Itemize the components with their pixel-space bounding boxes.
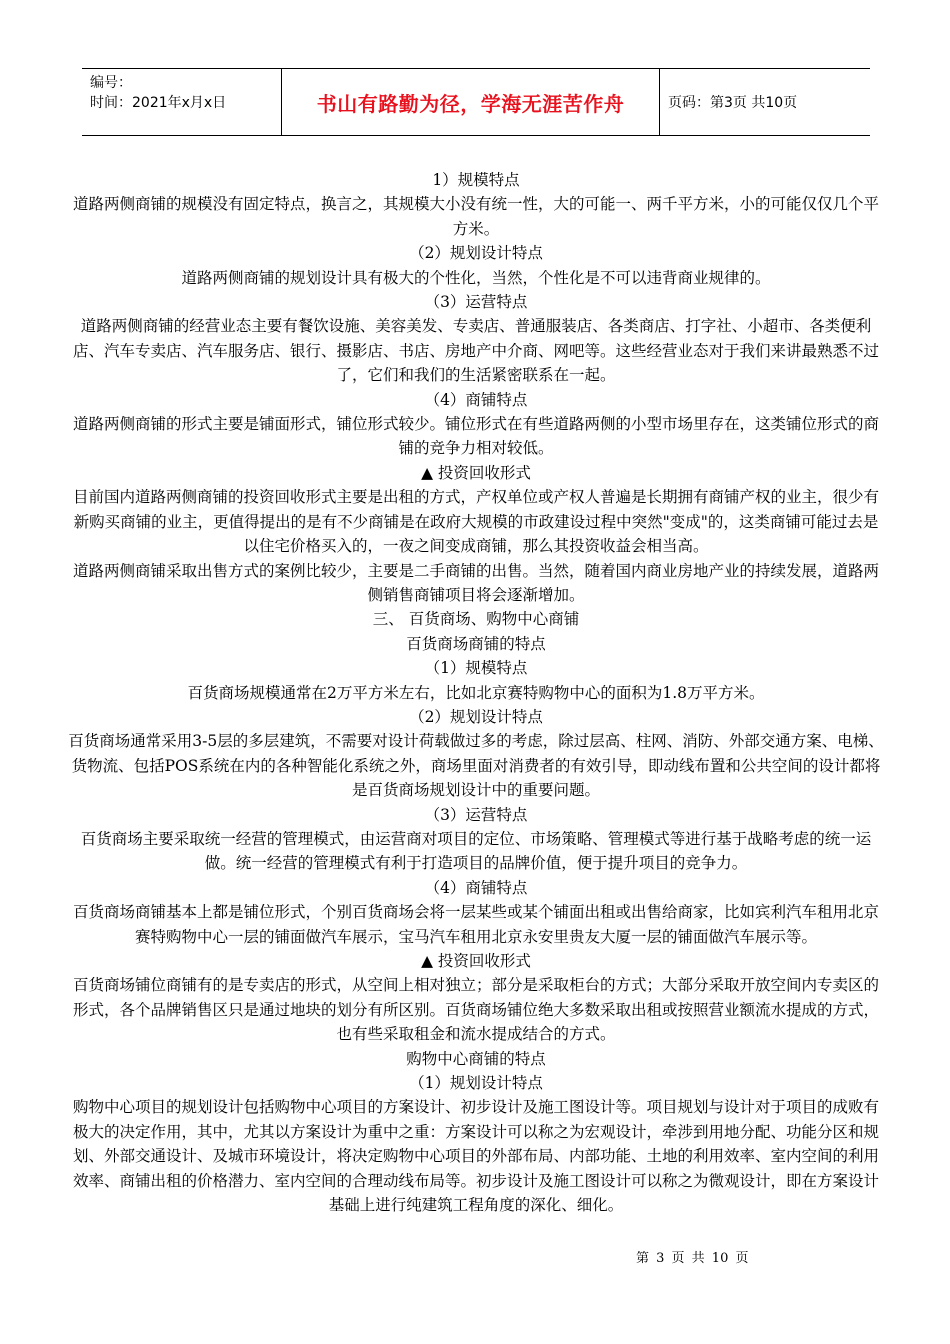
subheading-scale: （1）规模特点 <box>424 659 528 678</box>
paragraph: 道路两侧商铺的经营业态主要有餐饮设施、美容美发、专卖店、普通服装店、各类商店、打字社、小超市、各类便利店、汽车专卖店、汽车服务店、银行、摄影店、书店、房地产中介商、网吧等。这些经营业态对于我们来讲最熟悉不过了，它们和我们的生活紧密联系在一起。 <box>72 317 879 385</box>
document-body <box>68 168 884 1217</box>
header-meta <box>82 69 282 135</box>
subsection-heading: 购物中心商铺的特点 <box>406 1049 546 1068</box>
document-date-label: 时间：2021年x月x日 <box>90 95 227 111</box>
subheading-operation: （3）运营特点 <box>424 293 528 312</box>
subheading-shop: （4）商铺特点 <box>424 878 528 897</box>
section-heading: 三、 百货商场、购物中心商铺 <box>372 610 580 629</box>
subheading-planning: （2）规划设计特点 <box>409 244 543 263</box>
paragraph: 购物中心项目的规划设计包括购物中心项目的方案设计、初步设计及施工图设计等。项目规划与设计对于项目的成败有极大的决定作用，其中，尤其以方案设计为重中之重：方案设计可以称之为宏观设计，牵涉到用地分配、功能分区和规划、外部交通设计、及城市环境设计，将决定购物中心项目的外部布局、内部功能、土地的利用效率、室内空间的利用效率、商铺出租的价格潜力、室内空间的合理动线布局等。初步设计及施工图设计可以称之为微观设计，即在方案设计基础上进行纯建筑工程角度的深化、细化。 <box>72 1098 879 1215</box>
subheading-planning: （1）规划设计特点 <box>409 1074 543 1093</box>
page-footer: 第 3 页 共 10 页 <box>636 1251 749 1266</box>
paragraph: 道路两侧商铺采取出售方式的案例比较少，主要是二手商铺的出售。当然，随着国内商业房地产业的持续发展，道路两侧销售商铺项目将会逐渐增加。 <box>72 561 879 604</box>
subsection-heading: 百货商场商铺的特点 <box>406 634 546 653</box>
page-header <box>82 68 870 136</box>
paragraph: 百货商场规模通常在2万平方米左右，比如北京赛特购物中心的面积为1.8万平方米。 <box>187 683 765 702</box>
document-number-label: 编号： <box>90 75 132 91</box>
subheading-shop: （4）商铺特点 <box>424 390 528 409</box>
paragraph: 百货商场通常采用3-5层的多层建筑，不需要对设计荷载做过多的考虑，除过层高、柱网、消防、外部交通方案、电梯、货物流、包括POS系统在内的各种智能化系统之外，商场里面对消费者的有效引导，即动线布置和公共空间的设计都将是百货商场规划设计中的重要问题。 <box>68 732 884 800</box>
subheading-investment: ▲ 投资回收形式 <box>421 952 531 970</box>
paragraph: 百货商场主要采取统一经营的管理模式，由运营商对项目的定位、市场策略、管理模式等进行基于战略考虑的统一运做。统一经营的管理模式有利于打造项目的品牌价值，便于提升项目的竞争力。 <box>80 829 872 873</box>
paragraph: 道路两侧商铺的形式主要是铺面形式，铺位形式较少。铺位形式在有些道路两侧的小型市场里存在，这类铺位形式的商铺的竞争力相对较低。 <box>72 415 879 458</box>
subheading-planning: （2）规划设计特点 <box>409 707 543 726</box>
header-page-label: 页码：第3页 共10页 <box>668 95 798 111</box>
paragraph: 目前国内道路两侧商铺的投资回收形式主要是出租的方式，产权单位或产权人普遍是长期拥有商铺产权的业主，很少有新购买商铺的业主，更值得提出的是有不少商铺是在政府大规模的市政建设过程中突然"变成"的，这类商铺可能过去是以住宅价格买入的，一夜之间变成商铺，那么其投资收益会相当高。 <box>72 488 879 556</box>
paragraph: 百货商场铺位商铺有的是专卖店的形式，从空间上相对独立；部分是采取柜台的方式；大部分采取开放空间内专卖区的形式，各个品牌销售区只是通过地块的划分有所区别。百货商场铺位绝大多数采取出租或按照营业额流水提成的方式，也有些采取租金和流水提成结合的方式。 <box>72 976 879 1044</box>
subheading-scale: 1）规模特点 <box>432 171 520 189</box>
paragraph: 道路两侧商铺的规模没有固定特点，换言之，其规模大小没有统一性，大的可能一、两千平方米，小的可能仅仅几个平方米。 <box>72 195 879 238</box>
paragraph: 道路两侧商铺的规划设计具有极大的个性化，当然，个性化是不可以违背商业规律的。 <box>181 268 771 287</box>
paragraph: 百货商场商铺基本上都是铺位形式，个别百货商场会将一层某些或某个铺面出租或出售给商家，比如宾利汽车租用北京赛特购物中心一层的铺面做汽车展示，宝马汽车租用北京永安里贵友大厦一层的铺面做汽车展示等。 <box>72 903 879 946</box>
header-motto: 书山有路勤为径，学海无涯苦作舟 <box>282 69 660 135</box>
subheading-operation: （3）运营特点 <box>424 805 528 824</box>
subheading-investment: ▲ 投资回收形式 <box>421 463 531 482</box>
